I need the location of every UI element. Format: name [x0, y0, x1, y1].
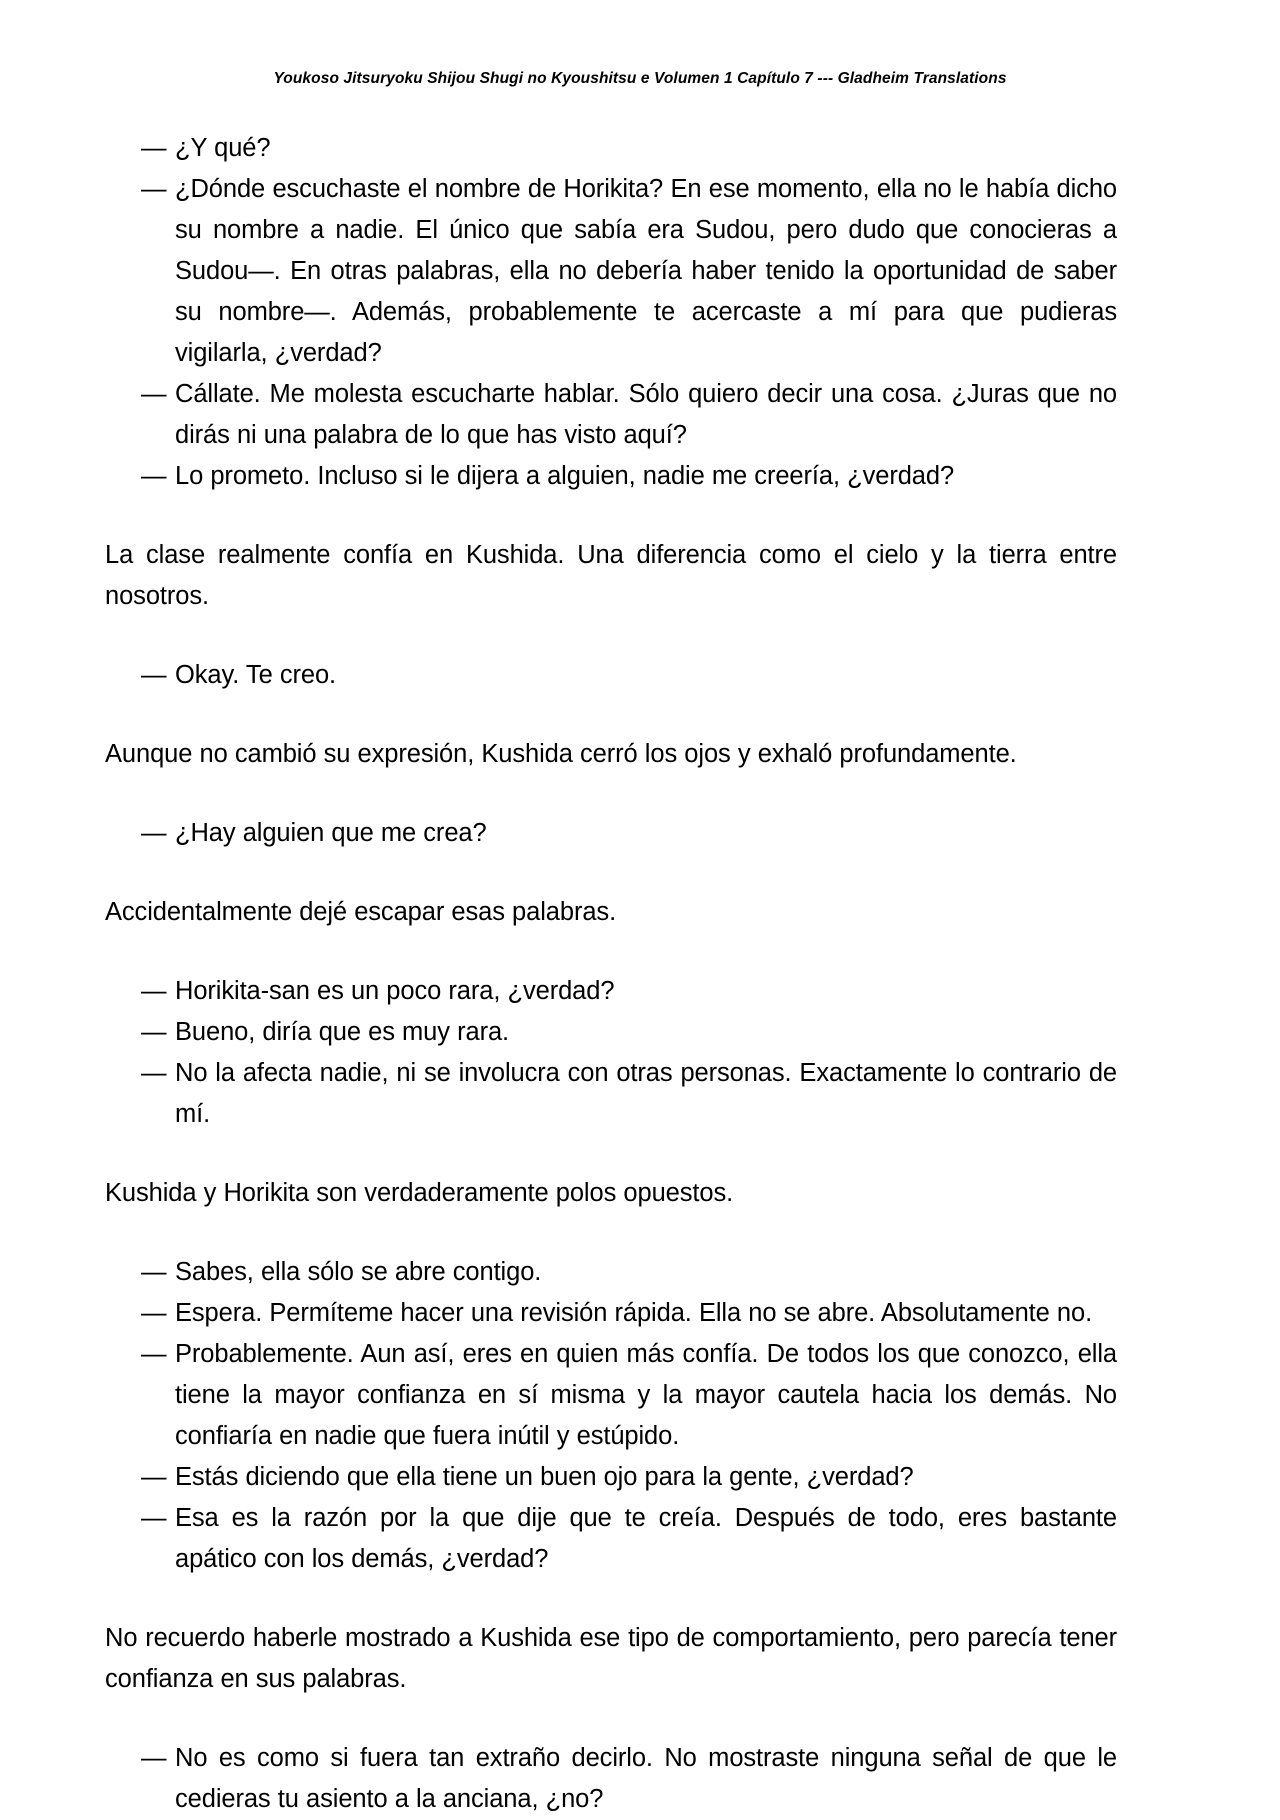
dialogue-line	[105, 1053, 1117, 1135]
block-spacer	[105, 933, 1117, 971]
running-header: Youkoso Jitsuryoku Shijou Shugi no Kyoushitsu e Volumen 1 Capítulo 7 --- Gladheim Translations	[273, 70, 1007, 87]
dialogue-line	[105, 456, 1117, 497]
dialogue-text: No la afecta nadie, ni se involucra con otras personas. Exactamente lo contrario de mí.	[175, 1059, 1117, 1128]
body-paragraph: No recuerdo haberle mostrado a Kushida ese tipo de comportamiento, pero parecía tener confianza en sus palabras.	[105, 1624, 1117, 1693]
dialogue-text: Sabes, ella sólo se abre contigo.	[175, 1258, 542, 1286]
dialogue-block-6	[105, 1738, 1117, 1820]
body-paragraph: Accidentalmente dejé escapar esas palabras.	[105, 898, 617, 926]
dialogue-line	[105, 1012, 1117, 1053]
em-dash-marker: —	[141, 1463, 167, 1491]
em-dash-marker: —	[141, 1018, 167, 1046]
em-dash-marker: —	[141, 1059, 167, 1087]
em-dash-marker: —	[141, 977, 167, 1005]
dialogue-line	[105, 1252, 1117, 1293]
em-dash-marker: —	[141, 1504, 167, 1532]
em-dash-marker: —	[141, 1299, 167, 1327]
dialogue-text: Lo prometo. Incluso si le dijera a alguien, nadie me creería, ¿verdad?	[175, 462, 955, 490]
dialogue-line	[105, 374, 1117, 456]
dialogue-text: Cállate. Me molesta escucharte hablar. Sólo quiero decir una cosa. ¿Juras que no dirás ni una palabra de lo que has visto aquí?	[175, 380, 1117, 449]
dialogue-text: Horikita-san es un poco rara, ¿verdad?	[175, 977, 615, 1005]
dialogue-block-5	[105, 1252, 1117, 1580]
dialogue-line	[105, 1498, 1117, 1580]
body-column	[105, 128, 1117, 1820]
em-dash-marker: —	[141, 175, 167, 203]
dialogue-text: Okay. Te creo.	[175, 661, 337, 689]
dialogue-block-3	[105, 813, 1117, 854]
dialogue-line	[105, 1334, 1117, 1457]
dialogue-line	[105, 813, 1117, 854]
dialogue-line	[105, 971, 1117, 1012]
block-spacer	[105, 1214, 1117, 1252]
body-paragraph: Aunque no cambió su expresión, Kushida cerró los ojos y exhaló profundamente.	[105, 740, 1017, 768]
dialogue-line	[105, 1293, 1117, 1334]
dialogue-text: Esa es la razón por la que dije que te creía. Después de todo, eres bastante apático con los demás, ¿verdad?	[175, 1504, 1117, 1573]
dialogue-block-2	[105, 655, 1117, 696]
dialogue-line	[105, 1457, 1117, 1498]
dialogue-block-1	[105, 128, 1117, 497]
body-paragraph: La clase realmente confía en Kushida. Una diferencia como el cielo y la tierra entre nosotros.	[105, 541, 1117, 610]
em-dash-marker: —	[141, 1340, 167, 1368]
em-dash-marker: —	[141, 661, 167, 689]
dialogue-line	[105, 128, 1117, 169]
dialogue-text: Espera. Permíteme hacer una revisión rápida. Ella no se abre. Absolutamente no.	[175, 1299, 1093, 1327]
dialogue-text: Estás diciendo que ella tiene un buen ojo para la gente, ¿verdad?	[175, 1463, 914, 1491]
dialogue-line	[105, 655, 1117, 696]
block-spacer	[105, 617, 1117, 655]
dialogue-line	[105, 1738, 1117, 1820]
block-spacer	[105, 1580, 1117, 1618]
em-dash-marker: —	[141, 1744, 167, 1772]
block-spacer	[105, 1135, 1117, 1173]
em-dash-marker: —	[141, 134, 167, 162]
dialogue-text: ¿Dónde escuchaste el nombre de Horikita? En ese momento, ella no le había dicho su nombre a nadie. El único que sabía era Sudou, pero dudo que conocieras a Sudou—. En otras palabras, ella no debería haber tenido la oportunidad de saber su nombre—. Además, probablemente te acercaste a mí para que pudieras vigilarla, ¿verdad?	[175, 175, 1117, 367]
em-dash-marker: —	[141, 1258, 167, 1286]
em-dash-marker: —	[141, 819, 167, 847]
body-paragraph: Kushida y Horikita son verdaderamente polos opuestos.	[105, 1179, 734, 1207]
block-spacer	[105, 775, 1117, 813]
dialogue-text: ¿Hay alguien que me crea?	[175, 819, 487, 847]
block-spacer	[105, 696, 1117, 734]
block-spacer	[105, 854, 1117, 892]
dialogue-block-4	[105, 971, 1117, 1135]
dialogue-line	[105, 169, 1117, 374]
em-dash-marker: —	[141, 462, 167, 490]
em-dash-marker: —	[141, 380, 167, 408]
dialogue-text: ¿Y qué?	[175, 134, 271, 162]
dialogue-text: No es como si fuera tan extraño decirlo. No mostraste ninguna señal de que le cedieras tu asiento a la anciana, ¿no?	[175, 1744, 1117, 1813]
dialogue-text: Probablemente. Aun así, eres en quien más confía. De todos los que conozco, ella tiene la mayor confianza en sí misma y la mayor cautela hacia los demás. No confiaría en nadie que fuera inútil y estúpido.	[175, 1340, 1117, 1450]
block-spacer	[105, 1700, 1117, 1738]
dialogue-text: Bueno, diría que es muy rara.	[175, 1018, 510, 1046]
block-spacer	[105, 497, 1117, 535]
